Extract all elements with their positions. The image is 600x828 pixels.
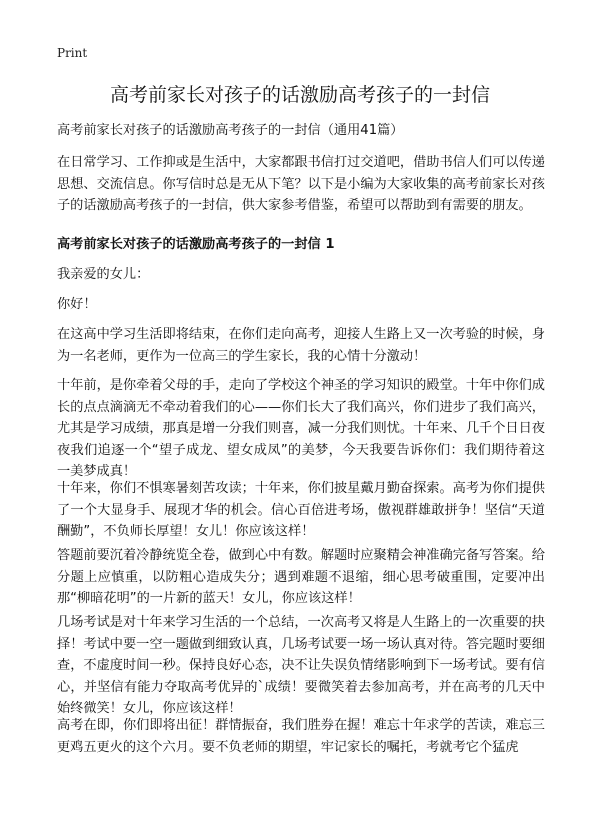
document-subtitle: 高考前家长对孩子的话激励高考孩子的一封信（通用41篇） bbox=[57, 123, 404, 138]
body-paragraph-2: 十年前，是你牵着父母的手，走向了学校这个神圣的学习知识的殿堂。十年中你们成长的点点滴滴无不牵动着我们的心——你们长大了我们高兴，你们进步了我们高兴，尤其是学习成绩，那真是增一分我们则喜，减一分我们则忧。十年来、几千个日日夜夜我们追逐一个“望子成龙、望女成凤”的美梦，今天我要告诉你们：我们期待着这一美梦成真！ bbox=[57, 378, 545, 479]
print-link[interactable]: Print bbox=[57, 46, 88, 60]
body-paragraph-5: 几场考试是对十年来学习生活的一个总结，一次高考又将是人生路上的一次重要的抉择！考试中要一空一题做到细致认真，几场考试要一场一场认真对待。答完题时要细查，不虚度时间一秒。保持良好心态，决不让失误负情绪影响到下一场考试。要有信心，并坚信有能力夺取高考优异的`成绩！要微笑着去参加高考，并在高考的几天中始终微笑！女儿，你应该这样！ bbox=[57, 615, 545, 716]
document-title: 高考前家长对孩子的话激励高考孩子的一封信 bbox=[109, 84, 490, 106]
salutation: 我亲爱的女儿： bbox=[57, 267, 150, 282]
section-heading: 高考前家长对孩子的话激励高考孩子的一封信 1 bbox=[57, 237, 335, 252]
intro-paragraph: 在日常学习、工作抑或是生活中，大家都跟书信打过交道吧，借助书信人们可以传递思想、交流信息。你写信时总是无从下笔？以下是小编为大家收集的高考前家长对孩子的话激励高考孩子的一封信，供大家参考借鉴，希望可以帮助到有需要的朋友。 bbox=[57, 155, 545, 213]
body-paragraph-1: 在这高中学习生活即将结束，在你们走向高考，迎接人生路上又一次考验的时候，身为一名老师，更作为一位高三的学生家长，我的心情十分激动！ bbox=[57, 327, 545, 364]
greeting: 你好！ bbox=[57, 297, 97, 312]
body-paragraph-3: 十年来，你们不惧寒暑刻苦攻读；十年来，你们披星戴月勤奋探索。高考为你们提供了一个大显身手、展现才华的机会。信心百倍进考场，傲视群雄敢拼争！坚信“天道酬勤”，不负师长厚望！女儿！你应该这样！ bbox=[57, 481, 545, 539]
body-paragraph-4: 答题前要沉着冷静统览全卷，做到心中有数。解题时应聚精会神准确完备写答案。给分题上应慎重，以防粗心造成失分；遇到难题不退缩，细心思考破重围，定要冲出那“柳暗花明”的一片新的蓝天！女儿，你应该这样！ bbox=[57, 548, 545, 606]
body-paragraph-6: 高考在即，你们即将出征！群情振奋，我们胜券在握！难忘十年求学的苦读，难忘三更鸡五更火的这个六月。要不负老师的期望，牢记家长的嘱托，考就考它个猛虎 bbox=[57, 718, 545, 755]
